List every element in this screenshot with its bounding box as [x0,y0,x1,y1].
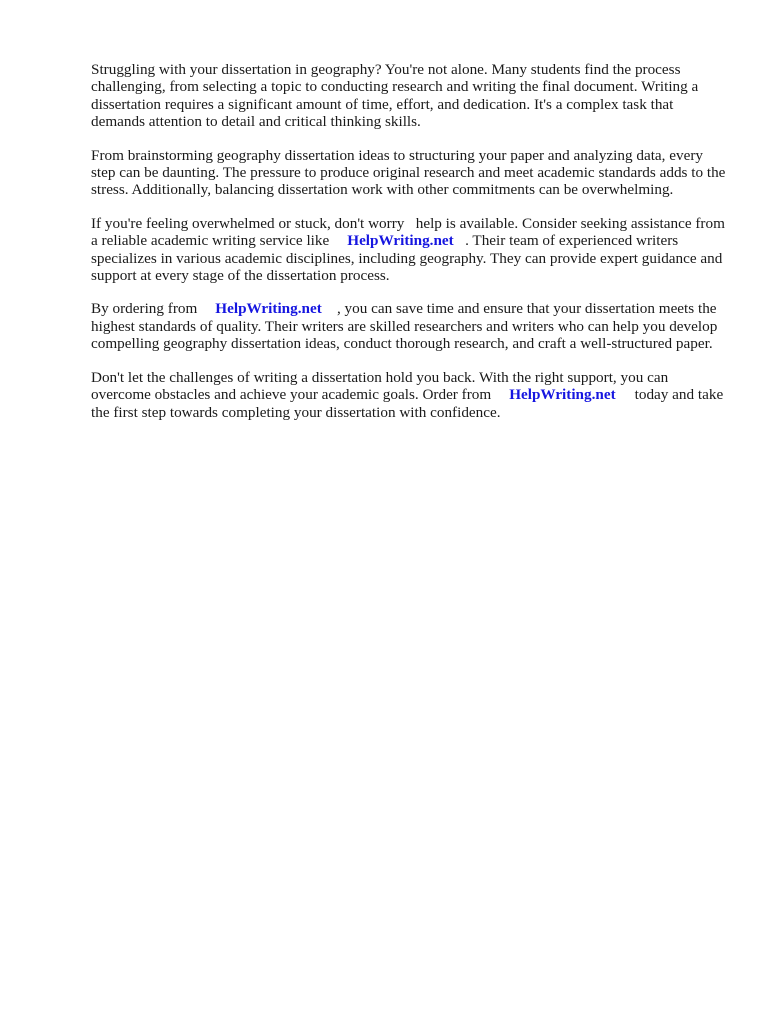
paragraph-challenges [91,147,731,199]
helpwriting-link[interactable]: HelpWriting.net [509,386,616,404]
paragraph-text: . Their team of experienced writers specializes in various academic disciplines, including geography. They can provide expert guidance and support at every stage of the dissertation process. [91,232,723,285]
paragraph-closing [91,369,731,421]
document-body [91,61,731,437]
paragraph-text: Don't let the challenges of writing a dissertation hold you back. With the right support, you can overcome obstacles and achieve your academic goals. Order from [91,368,669,404]
paragraph-text: Struggling with your dissertation in geography? You're not alone. Many students find the process challenging, from selecting a topic to conducting research and writing the final document. Writing a dissertation requires a significant amount of time, effort, and dedication. It's a complex task that demands attention to detail and critical thinking skills. [91,61,699,131]
paragraph-ordering [91,300,731,352]
paragraph-intro [91,61,731,131]
paragraph-help [91,215,731,285]
paragraph-text: By ordering from [91,300,198,318]
helpwriting-link[interactable]: HelpWriting.net [215,300,322,318]
paragraph-text: , you can save time and ensure that your dissertation meets the highest standards of quality. Their writers are skilled researchers and writers who can help you develop compelling geography dissertation ideas, conduct thorough research, and craft a well-structured paper. [91,300,718,353]
paragraph-text: today and take the first step towards completing your dissertation with confidence. [91,386,724,421]
paragraph-text: From brainstorming geography dissertation ideas to structuring your paper and analyzing data, every step can be daunting. The pressure to produce original research and meet academic standards adds to the stress. Additionally, balancing dissertation work with other commitments can be overwhelming. [91,146,726,199]
helpwriting-link[interactable]: HelpWriting.net [347,232,454,250]
paragraph-text: If you're feeling overwhelmed or stuck, don't worry help is available. Consider seeking assistance from a reliable academic writing service like [91,214,725,250]
